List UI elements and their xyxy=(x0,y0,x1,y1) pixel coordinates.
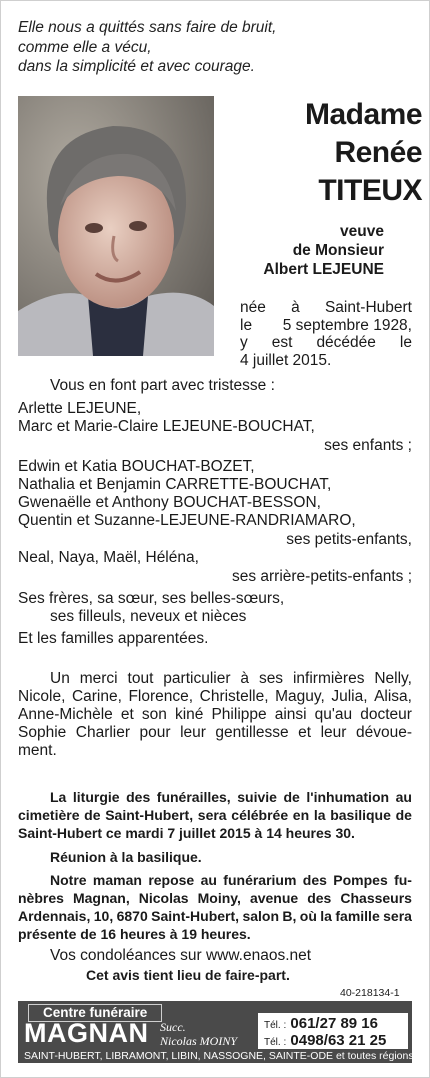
tel-label: Tél. : xyxy=(264,1020,287,1031)
children-label: ses enfants ; xyxy=(324,437,412,454)
word: y xyxy=(240,334,248,351)
poem-line: comme elle a vécu, xyxy=(18,38,152,56)
widow-line: de Monsieur xyxy=(292,242,384,259)
grandchild-line: Gwenaëlle et Anthony BOUCHAT-BESSON, xyxy=(18,494,321,511)
funeral-home-label: Centre funéraire xyxy=(28,1004,162,1022)
thanks-line: Sophie Charlier pour leur gentillesse et leur dévoue- xyxy=(18,724,412,741)
word: 4 juillet 2015. xyxy=(240,351,332,369)
widow-line: veuve xyxy=(340,223,384,240)
name-first: Renée xyxy=(334,136,422,169)
thanks-paragraph xyxy=(18,670,412,760)
word: Saint-Hubert xyxy=(324,299,412,316)
child-line: Marc et Marie-Claire LEJEUNE-BOUCHAT, xyxy=(18,418,315,435)
greatgrandchildren-line: Neal, Naya, Maël, Héléna, xyxy=(18,549,199,566)
word: née xyxy=(240,299,266,316)
word: décédée xyxy=(316,334,376,351)
word: est xyxy=(271,334,293,351)
reference-number: 40-218134-1 xyxy=(340,987,400,999)
rest-line: Notre maman repose au funérarium des Pompes fu- xyxy=(50,872,412,888)
portrait-image xyxy=(18,96,214,356)
birth-line xyxy=(240,317,412,335)
deceased-name xyxy=(222,96,422,210)
birth-line xyxy=(240,334,412,352)
widow-of xyxy=(222,222,384,279)
poem-line: dans la simplicité et avec courage. xyxy=(18,58,255,75)
widow-line: Albert LEJEUNE xyxy=(263,261,384,278)
rest-line: Ardennais, 10, 6870 Saint-Hubert, salon B, où la famille sera xyxy=(18,908,412,924)
word: le xyxy=(399,334,412,351)
birth-death-info xyxy=(240,299,412,369)
successor-name: Nicolas MOINY xyxy=(160,1034,238,1048)
greatgrandchildren-label: ses arrière-petits-enfants ; xyxy=(231,568,412,585)
birth-line xyxy=(240,352,412,370)
condolences-line: Vos condoléances sur www.enaos.net xyxy=(50,947,312,964)
name-title: Madame xyxy=(304,98,422,131)
child-line: Arlette LEJEUNE, xyxy=(18,400,142,417)
liturgy-line: La liturgie des funérailles, suivie de l'inhumation au xyxy=(50,789,412,805)
liturgy-line: Saint-Hubert ce mardi 7 juillet 2015 à 14 heures 30. xyxy=(18,825,355,841)
rest-paragraph xyxy=(18,871,412,943)
name-last: TITEUX xyxy=(318,174,422,207)
grandchildren-label: ses petits-enfants, xyxy=(286,531,412,548)
liturgy-line: cimetière de Saint-Hubert, sera célébrée en la basilique de xyxy=(18,807,412,823)
thanks-line: Un merci tout particulier à ses infirmières Nelly, xyxy=(50,670,412,687)
poem-line: Elle nous a quittés sans faire de bruit, xyxy=(18,19,277,36)
mobile-line xyxy=(264,1032,404,1049)
successor-info xyxy=(160,1020,237,1048)
thanks-line: Nicole, Carine, Florence, Christelle, Maguy, Julia, Alisa, xyxy=(18,688,412,705)
word: 5 septembre 1928, xyxy=(282,316,412,334)
liturgy-paragraph xyxy=(18,788,412,842)
birth-line xyxy=(240,299,412,317)
intro-text: Vous en font part avec tristesse : xyxy=(50,377,275,394)
notice-line: Cet avis tient lieu de faire-part. xyxy=(86,967,290,983)
gsm-number: 0498/63 21 25 xyxy=(290,1032,387,1049)
siblings-line: Ses frères, sa sœur, ses belles-sœurs, xyxy=(18,590,285,607)
locations-line: SAINT-HUBERT, LIBRAMONT, LIBIN, NASSOGNE, SAINTE-ODE et toutes régions xyxy=(24,1050,414,1062)
phone-line xyxy=(264,1015,404,1032)
siblings-line: ses filleuls, neveux et nièces xyxy=(50,608,247,625)
meeting-line: Réunion à la basilique. xyxy=(50,849,202,865)
rest-line: nèbres Magnan, Nicolas Moiny, avenue des Chasseurs xyxy=(18,890,412,906)
funeral-home-brand: MAGNAN xyxy=(24,1018,149,1048)
gsm-label: Tél. : xyxy=(264,1037,287,1048)
families-line: Et les familles apparentées. xyxy=(18,630,209,647)
grandchild-line: Nathalia et Benjamin CARRETTE-BOUCHAT, xyxy=(18,476,332,493)
word: le xyxy=(240,316,253,334)
rest-line: présente de 16 heures à 19 heures. xyxy=(18,926,251,942)
thanks-line: ment. xyxy=(18,742,57,759)
grandchild-line: Quentin et Suzanne-LEJEUNE-RANDRIAMARO, xyxy=(18,512,356,529)
tel-number: 061/27 89 16 xyxy=(290,1015,378,1032)
thanks-line: Anne-Michèle et son kiné Philippe ainsi qu'au docteur xyxy=(18,706,412,723)
word: à xyxy=(291,299,300,316)
poem xyxy=(18,18,418,77)
succ-label: Succ. xyxy=(160,1020,186,1034)
portrait-photo xyxy=(18,96,214,356)
grandchild-line: Edwin et Katia BOUCHAT-BOZET, xyxy=(18,458,255,475)
